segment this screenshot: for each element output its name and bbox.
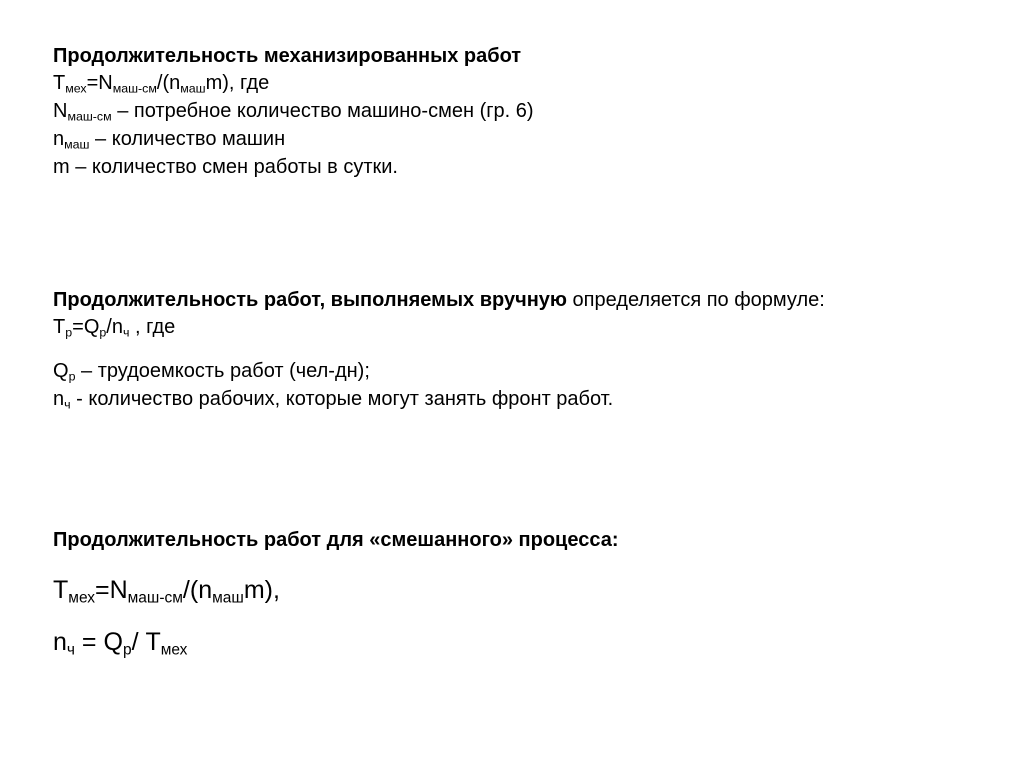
section2-definition-nch: $n_ч$ - количество рабочих, которые могут занять фронт работ. — [53, 388, 614, 412]
section1-definition-nmash: $n_{маш}$ – количество машин — [53, 128, 286, 152]
section1-formula: $T_{мех}=N_{маш-см}/(n_{маш}m)$, где — [53, 72, 270, 96]
section1-title: Продолжительность механизированных работ — [53, 45, 522, 67]
section3-formula-tmex: $T_{мех}=N_{маш-см}/(n_{маш}m)$, — [53, 576, 280, 607]
section1-definition-nmash-sm: $N_{маш-см}$ – потребное количество машино-смен (гр. 6) — [53, 100, 534, 124]
section2-title: Продолжительность работ, выполняемых вручную определяется по формуле: — [53, 289, 825, 311]
section1-definition-m: m – количество смен работы в сутки. — [53, 156, 398, 178]
section2-formula: $T_р=Q_р/n_ч$ , где — [53, 316, 176, 340]
slide — [53, 0, 1003, 767]
section3-formula-nch: $n_ч = Q_р/$ $T_{мех}$ — [53, 628, 188, 659]
section2-definition-qp: $Q_р$ – трудоемкость работ (чел-дн); — [53, 360, 370, 384]
section3-title: Продолжительность работ для «смешанного» процесса: — [53, 529, 619, 551]
